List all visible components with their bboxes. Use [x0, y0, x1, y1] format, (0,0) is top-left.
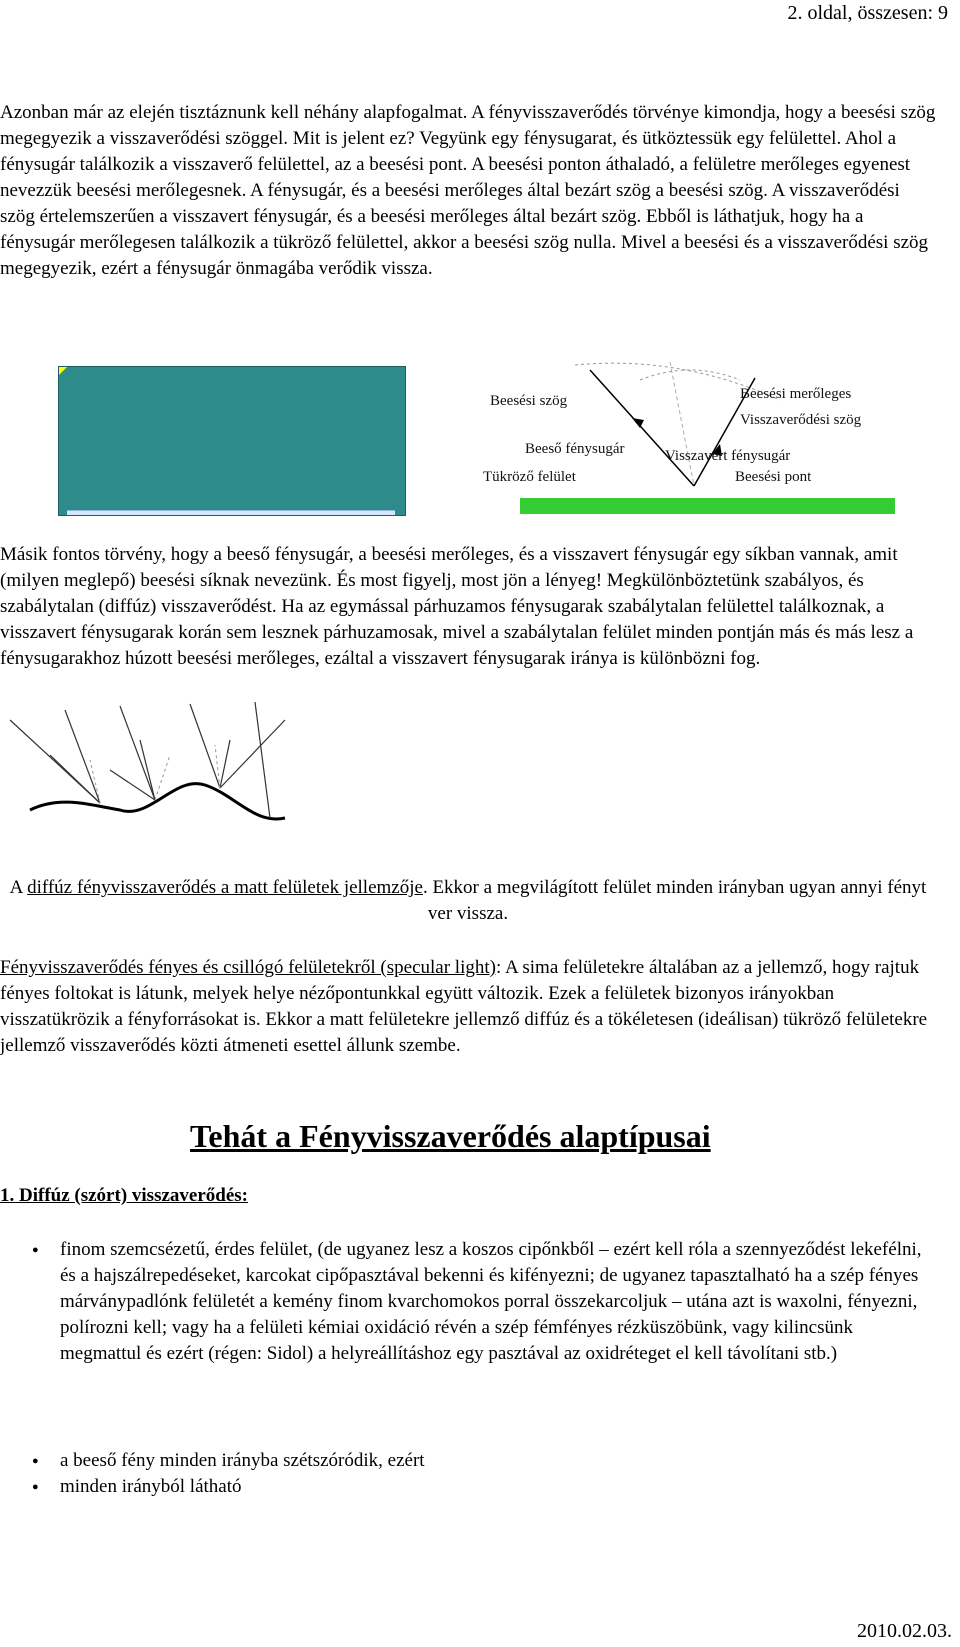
label-incidence-point: Beesési pont	[735, 469, 812, 485]
label-incidence-normal: Beesési merőleges	[740, 386, 852, 402]
mirror-surface	[520, 498, 895, 514]
section-subtitle: 1. Diffúz (szórt) visszaverődés:	[0, 1185, 248, 1206]
label-reflection-angle: Visszaverődési szög	[740, 412, 862, 428]
scattered-rays	[10, 720, 285, 803]
caption-prefix: A	[9, 877, 28, 898]
intro-paragraph: Azonban már az elején tisztáznunk kell néhány alapfogalmat. A fényvisszaverődés törvénye kimondja, hogy a beesési szög megegyezik a visszaverődési szöggel. Mit is jelent ez? Vegyünk egy fénysugarat, és ütköztessük egy felülettel. Ahol a fénysugár találkozik a visszaverő felülettel, az a beesési pont. A beesési ponton áthaladó, a felületre merőleges egyenest nevezzük beesési merőlegesnek. A fénysugár, és a beesési merőleges által bezárt szög a beesési szög. A visszaverődési szög értelemszerűen a visszavert fénysugár, és a beesési merőleges által bezárt szög. Ebből is láthatjuk, hogy ha a fénysugár merőlegesen találkozik a tükröző felülettel, akkor a beesési szög nulla. Mivel a beesési és a visszaverődési szög megegyezik, ezért a fénysugár önmagába verődik vissza.	[0, 102, 936, 279]
list-item: ● finom szemcsézetű, érdes felület, (de ugyanez lesz a koszos cipőnkből – ezért kell róla a szennyeződést lekefélni, és a hajszálrepedéseket, karcokat cipőpasztával bekenni és kifényezni; de ugyanez tapasztalható ha a szép fényes márványpadlónk felületét a kemény finom kvarchomokos porral összekarcoljuk – utána azt is waxolni, fényezni, polírozni kell; vagy ha a felületi kémiai oxidáció révén a szép fémfényes rézküszöbünk, vagy kilincsünk megmattul és ezért (régen: Sidol) a helyreállításhoz egy pasztával az oxidréteget el kell távolítani stb.)	[0, 1237, 936, 1367]
specular-paragraph	[0, 955, 936, 1059]
caption-suffix: . Ekkor a megvilágított felület minden irányban ugyan annyi fényt ver vissza.	[422, 877, 927, 924]
plane-paragraph: Másik fontos törvény, hogy a beeső fénysugár, a beesési merőleges, és a visszavert fénysugár egy síkban vannak, amit (milyen meglepő) beesési síknak nevezünk. És most figyelj, most jön a lényeg! Megkülönböztetünk szabályos, és szabálytalan (diffúz) visszaverődést. Ha az egymással párhuzamos fénysugarak szabálytalan felülettel találkoznak, a visszavert fénysugarak korán sem lesznek párhuzamosak, mivel a szabálytalan felület minden pontján más és más lesz a fénysugarakhoz húzott beesési merőleges, ezáltal a visszavert fénysugarak iránya is különbözni fog.	[0, 544, 914, 669]
incoming-rays	[65, 702, 270, 818]
label-incidence-angle: Beesési szög	[490, 393, 568, 409]
list-item: ● a beeső fény minden irányba szétszóródik, ezért	[0, 1448, 936, 1474]
footer-date: 2010.02.03.	[857, 1620, 952, 1642]
bullet-list-primary	[0, 1237, 936, 1367]
label-incident-ray: Beeső fénysugár	[525, 441, 625, 457]
list-item: ● minden irányból látható	[0, 1474, 936, 1500]
bullet-list-secondary	[0, 1448, 936, 1500]
panel-bottom-bar	[67, 510, 395, 515]
label-mirror-surface: Tükröző felület	[483, 469, 576, 485]
diffuse-caption	[0, 875, 936, 927]
section-title: Tehát a Fényvisszaverődés alaptípusai	[190, 1118, 711, 1154]
reflection-diagram	[480, 360, 900, 518]
diffuse-matt-link[interactable]: diffúz fényvisszaverődés a matt felületek jellemzője	[27, 877, 423, 898]
panel-corner-marker	[59, 367, 67, 375]
specular-light-link[interactable]: Fényvisszaverődés fényes és csillógó felületekről (specular light)	[0, 957, 496, 978]
incidence-normal-line	[670, 362, 694, 486]
surface-normals	[90, 745, 220, 803]
page-number: 2. oldal, összesen: 9	[787, 2, 948, 24]
rough-surface-curve	[30, 784, 285, 820]
incident-ray-line	[590, 370, 694, 486]
specular-text: : A sima felületekre általában az a jellemző, hogy rajtuk fényes foltokat is látunk, melyek helye nézőpontunkkal együtt változik. Ezek a felületek bizonyos irányokban visszatükrözik a fényforrásokat is. Ekkor a matt felületekre jellemző diffúz és a tökéletesen (ideálisan) tükröző felületekre jellemző visszaverődés közti átmeneti esettel állunk szembe.	[0, 957, 928, 1056]
diffuse-reflection-sketch	[0, 700, 290, 845]
animation-panel	[58, 366, 406, 516]
label-reflected-ray: Visszavert fénysugár	[665, 448, 791, 464]
